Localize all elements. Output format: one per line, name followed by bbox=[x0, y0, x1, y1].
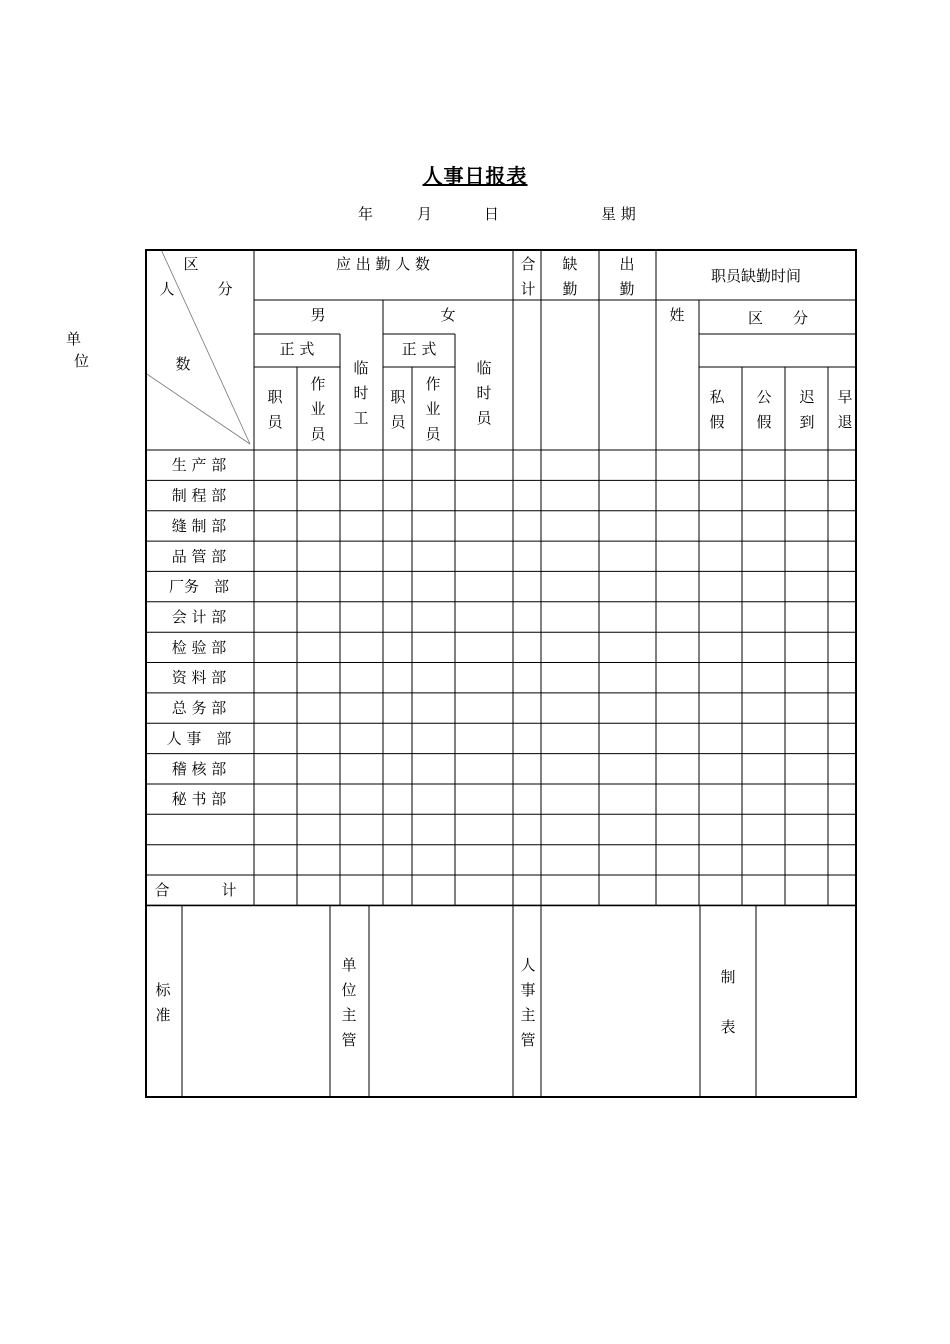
unit-side-label-2: 位 bbox=[74, 352, 90, 370]
header-absent-2: 勤 bbox=[562, 280, 578, 298]
header-clerk-male-2: 员 bbox=[267, 413, 283, 431]
weekday-label: 星 期 bbox=[601, 205, 636, 223]
header-temp-staff-2: 时 bbox=[476, 384, 492, 402]
header-early-leave-2: 退 bbox=[837, 413, 853, 431]
header-operator-female-1: 作 bbox=[425, 375, 441, 393]
header-temp-worker-1: 临 bbox=[353, 359, 369, 377]
header-present-2: 勤 bbox=[619, 280, 635, 298]
header-temp-staff-3: 员 bbox=[476, 409, 492, 427]
month-label: 月 bbox=[417, 205, 433, 223]
header-formal-male: 正 式 bbox=[279, 340, 315, 358]
header-should-attend: 应 出 勤 人 数 bbox=[335, 255, 431, 273]
corner-label-shu: 数 bbox=[175, 355, 191, 373]
corner-label-qu: 区 bbox=[183, 255, 199, 273]
corner-diagonal bbox=[145, 368, 250, 444]
corner-label-ren: 人 bbox=[159, 280, 175, 298]
header-total-2: 计 bbox=[520, 280, 536, 298]
department-label-7: 检 验 部 bbox=[171, 638, 227, 657]
footer-standard-1: 标 bbox=[155, 981, 171, 999]
header-personal-leave-2: 假 bbox=[709, 413, 725, 431]
header-operator-male-1: 作 bbox=[310, 375, 326, 393]
department-label-4: 品 管 部 bbox=[171, 547, 227, 566]
daily-report-table bbox=[145, 249, 857, 1098]
footer-unit-supervisor-2: 位 bbox=[341, 981, 357, 999]
footer-prepared-by-2: 表 bbox=[720, 1018, 736, 1036]
header-personal-leave-1: 私 bbox=[709, 388, 725, 406]
department-label-9: 总 务 部 bbox=[171, 699, 227, 718]
department-label-1: 生 产 部 bbox=[171, 456, 227, 475]
department-label-5: 厂务 部 bbox=[168, 577, 230, 596]
header-male: 男 bbox=[310, 306, 326, 324]
total-row-label-he: 合 bbox=[154, 881, 170, 900]
header-total-1: 合 bbox=[520, 255, 536, 273]
header-staff-absence-time: 职员缺勤时间 bbox=[710, 267, 802, 285]
header-absent-1: 缺 bbox=[562, 255, 578, 273]
day-label: 日 bbox=[484, 205, 500, 223]
header-temp-worker-3: 工 bbox=[353, 409, 369, 427]
department-label-10: 人 事 部 bbox=[166, 729, 232, 748]
footer-hr-supervisor-4: 管 bbox=[520, 1031, 536, 1049]
header-operator-male-2: 业 bbox=[310, 400, 326, 418]
page-title: 人事日报表 bbox=[422, 164, 528, 188]
department-label-8: 资 料 部 bbox=[171, 668, 227, 687]
total-row-label-ji: 计 bbox=[221, 881, 237, 900]
department-label-11: 稽 核 部 bbox=[171, 759, 227, 778]
footer-hr-supervisor-3: 主 bbox=[520, 1006, 536, 1024]
footer-prepared-by-1: 制 bbox=[720, 968, 736, 986]
header-category: 区 分 bbox=[747, 309, 809, 327]
header-present-1: 出 bbox=[619, 255, 635, 273]
header-operator-female-2: 业 bbox=[425, 400, 441, 418]
footer-unit-supervisor-1: 单 bbox=[341, 956, 357, 974]
header-formal-female: 正 式 bbox=[401, 340, 437, 358]
department-label-2: 制 程 部 bbox=[171, 486, 227, 505]
header-clerk-female-2: 员 bbox=[390, 413, 406, 431]
header-operator-male-3: 员 bbox=[310, 425, 326, 443]
department-label-3: 缝 制 部 bbox=[171, 516, 227, 535]
footer-hr-supervisor-1: 人 bbox=[520, 956, 536, 974]
unit-side-label bbox=[66, 328, 89, 372]
header-public-leave-2: 假 bbox=[756, 413, 772, 431]
header-temp-staff-1: 临 bbox=[476, 359, 492, 377]
header-clerk-female-1: 职 bbox=[390, 388, 406, 406]
date-line bbox=[0, 203, 950, 223]
unit-side-label-1: 单 bbox=[66, 330, 82, 348]
header-surname: 姓 bbox=[669, 306, 685, 324]
footer-standard-2: 准 bbox=[155, 1006, 171, 1024]
footer-hr-supervisor-2: 事 bbox=[520, 981, 536, 999]
footer-unit-supervisor-4: 管 bbox=[341, 1031, 357, 1049]
department-label-12: 秘 书 部 bbox=[171, 790, 227, 809]
year-label: 年 bbox=[358, 205, 374, 223]
corner-label-fen: 分 bbox=[217, 280, 233, 298]
header-clerk-male-1: 职 bbox=[267, 388, 283, 406]
header-temp-worker-2: 时 bbox=[353, 384, 369, 402]
corner-diagonal bbox=[159, 249, 250, 444]
header-operator-female-3: 员 bbox=[425, 425, 441, 443]
footer-unit-supervisor-3: 主 bbox=[341, 1006, 357, 1024]
header-late-2: 到 bbox=[799, 413, 815, 431]
header-female: 女 bbox=[440, 306, 456, 324]
header-late-1: 迟 bbox=[799, 388, 815, 406]
department-label-6: 会 计 部 bbox=[171, 608, 227, 626]
header-public-leave-1: 公 bbox=[756, 388, 772, 406]
header-early-leave-1: 早 bbox=[837, 388, 853, 406]
